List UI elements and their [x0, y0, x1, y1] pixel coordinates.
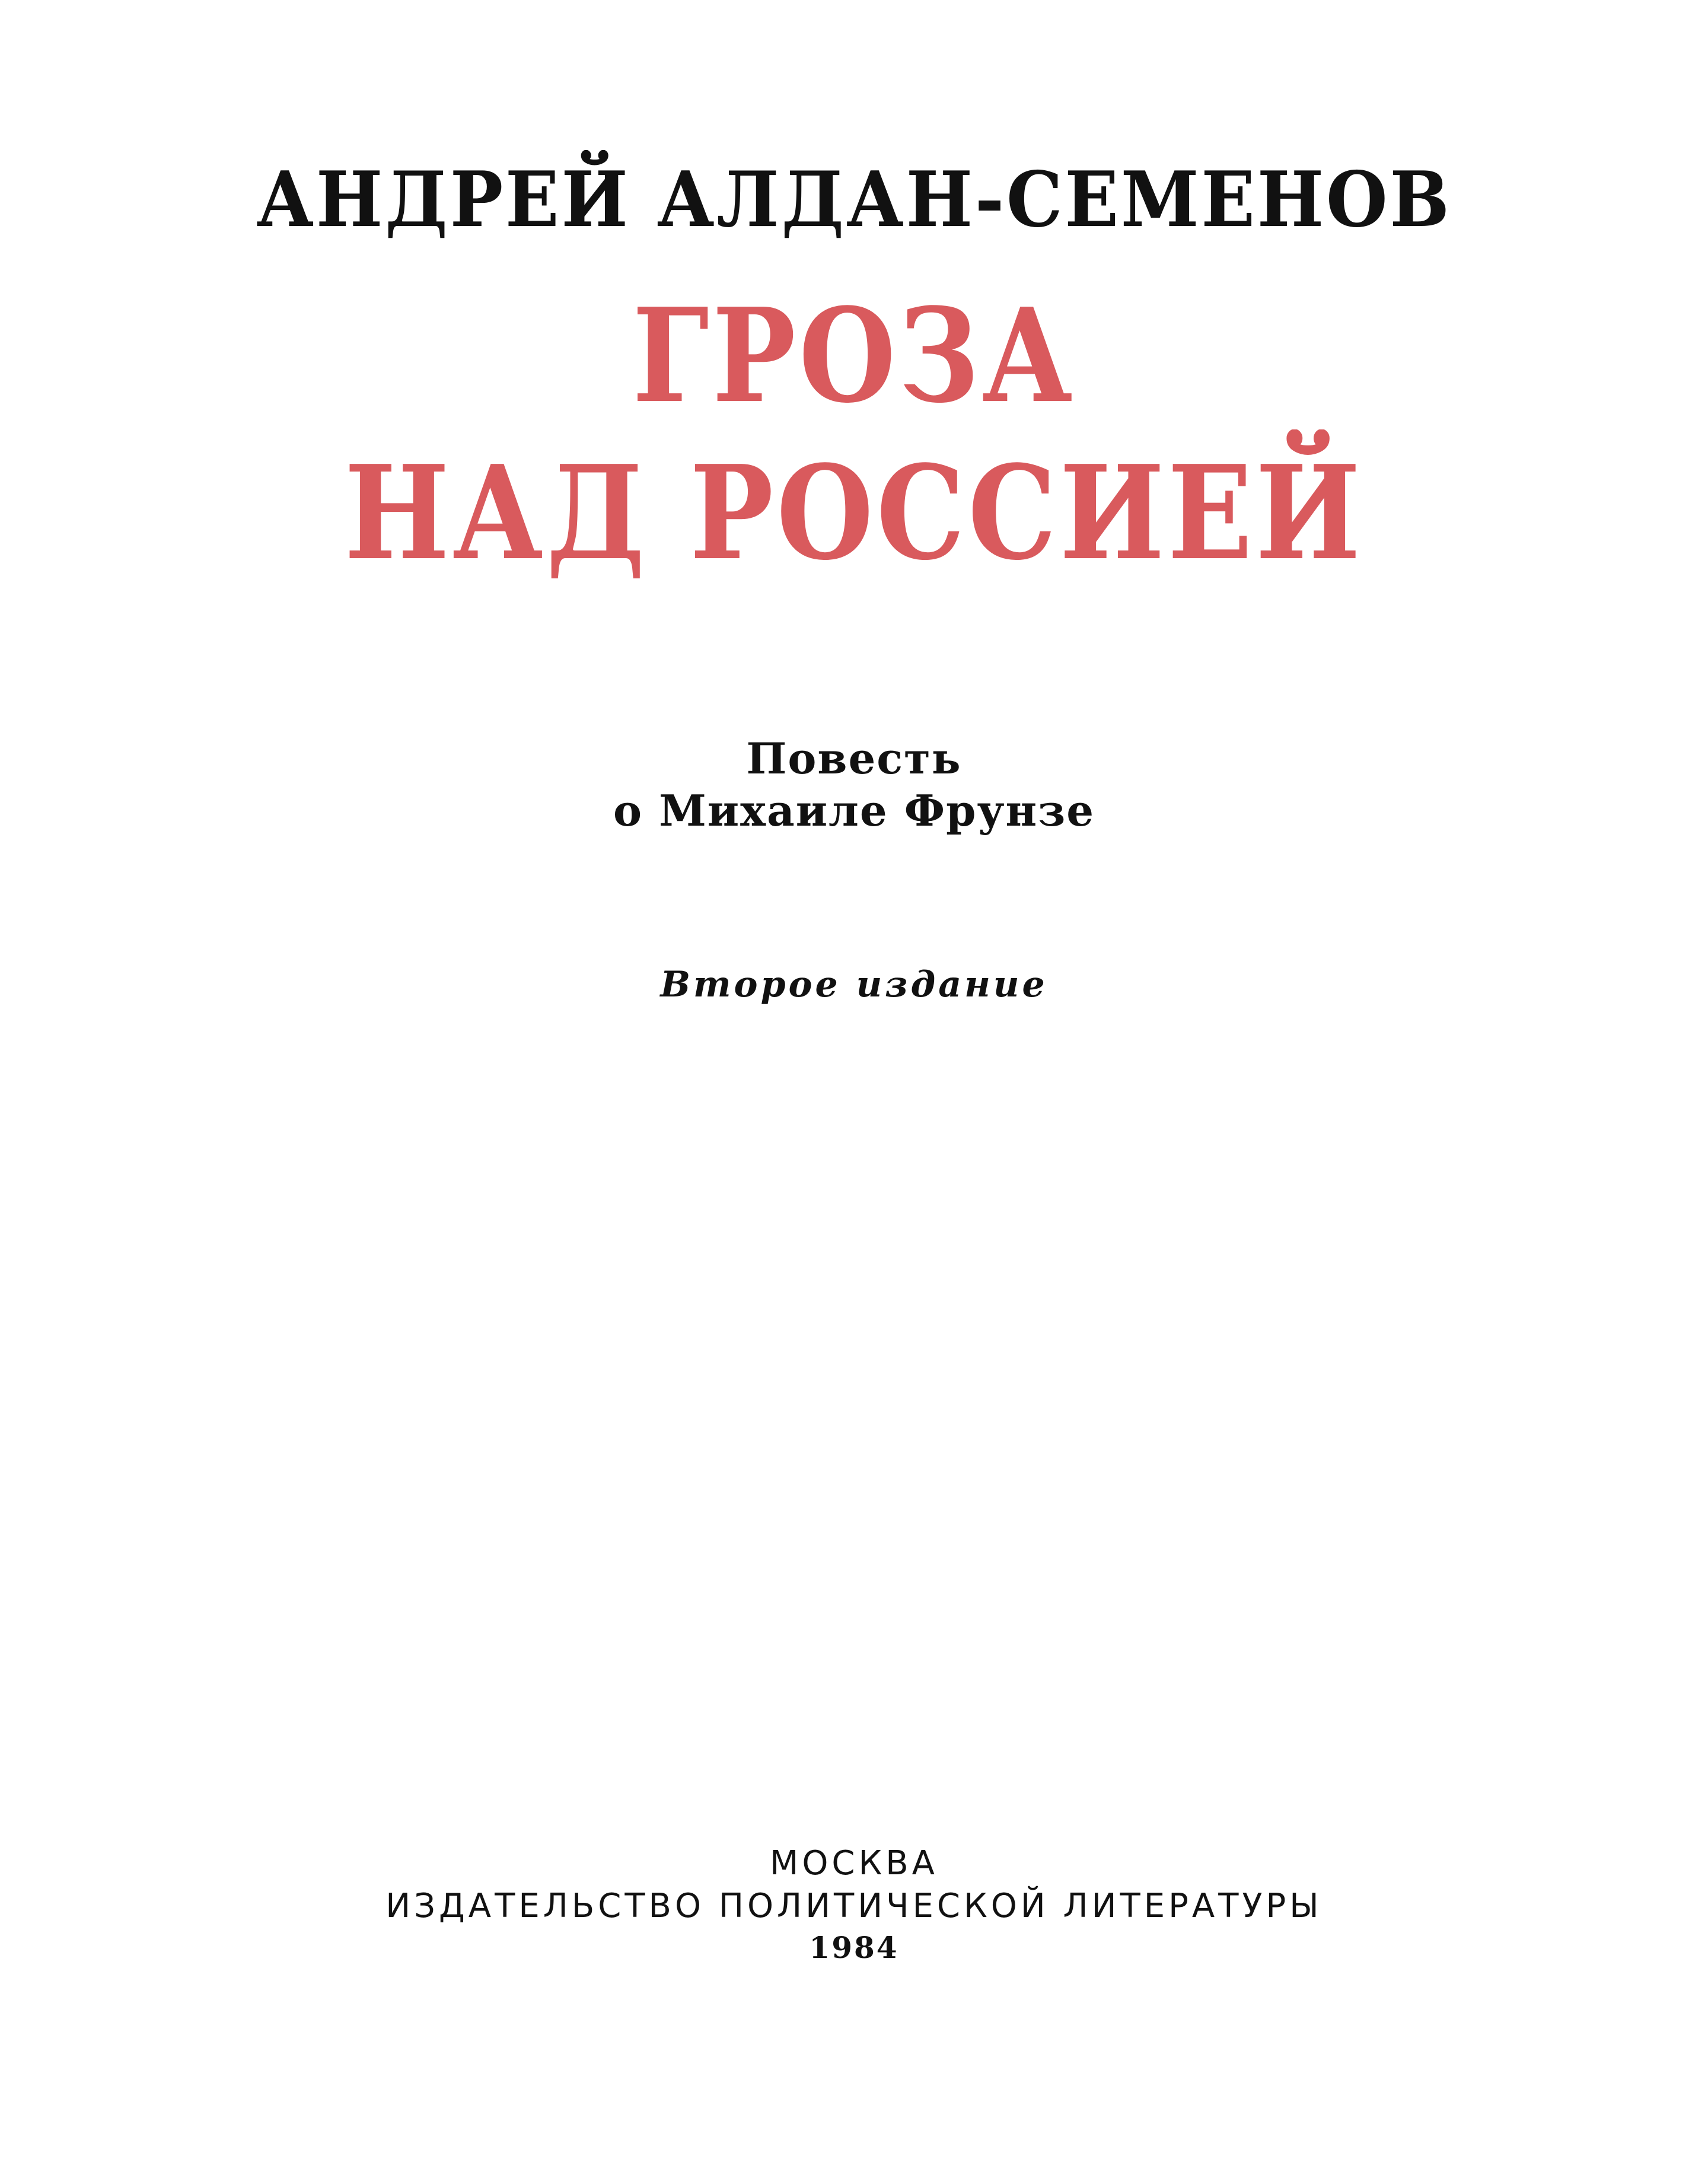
- subtitle-line-2: о Михаиле Фрунзе: [613, 785, 1095, 836]
- publication-city: МОСКВА: [770, 1844, 938, 1883]
- author-name: АНДРЕЙ АЛДАН-СЕМЕНОВ: [256, 155, 1452, 244]
- publisher-name: ИЗДАТЕЛЬСТВО ПОЛИТИЧЕСКОЙ ЛИТЕРАТУРЫ: [385, 1887, 1323, 1925]
- subtitle-line-1: Повесть: [746, 733, 962, 784]
- book-title-line-2: НАД РОССИЕЙ: [344, 437, 1364, 589]
- book-title-line-1: ГРОЗА: [632, 280, 1076, 432]
- edition-note: Второе издание: [660, 964, 1048, 1005]
- publication-year: 1984: [809, 1930, 899, 1965]
